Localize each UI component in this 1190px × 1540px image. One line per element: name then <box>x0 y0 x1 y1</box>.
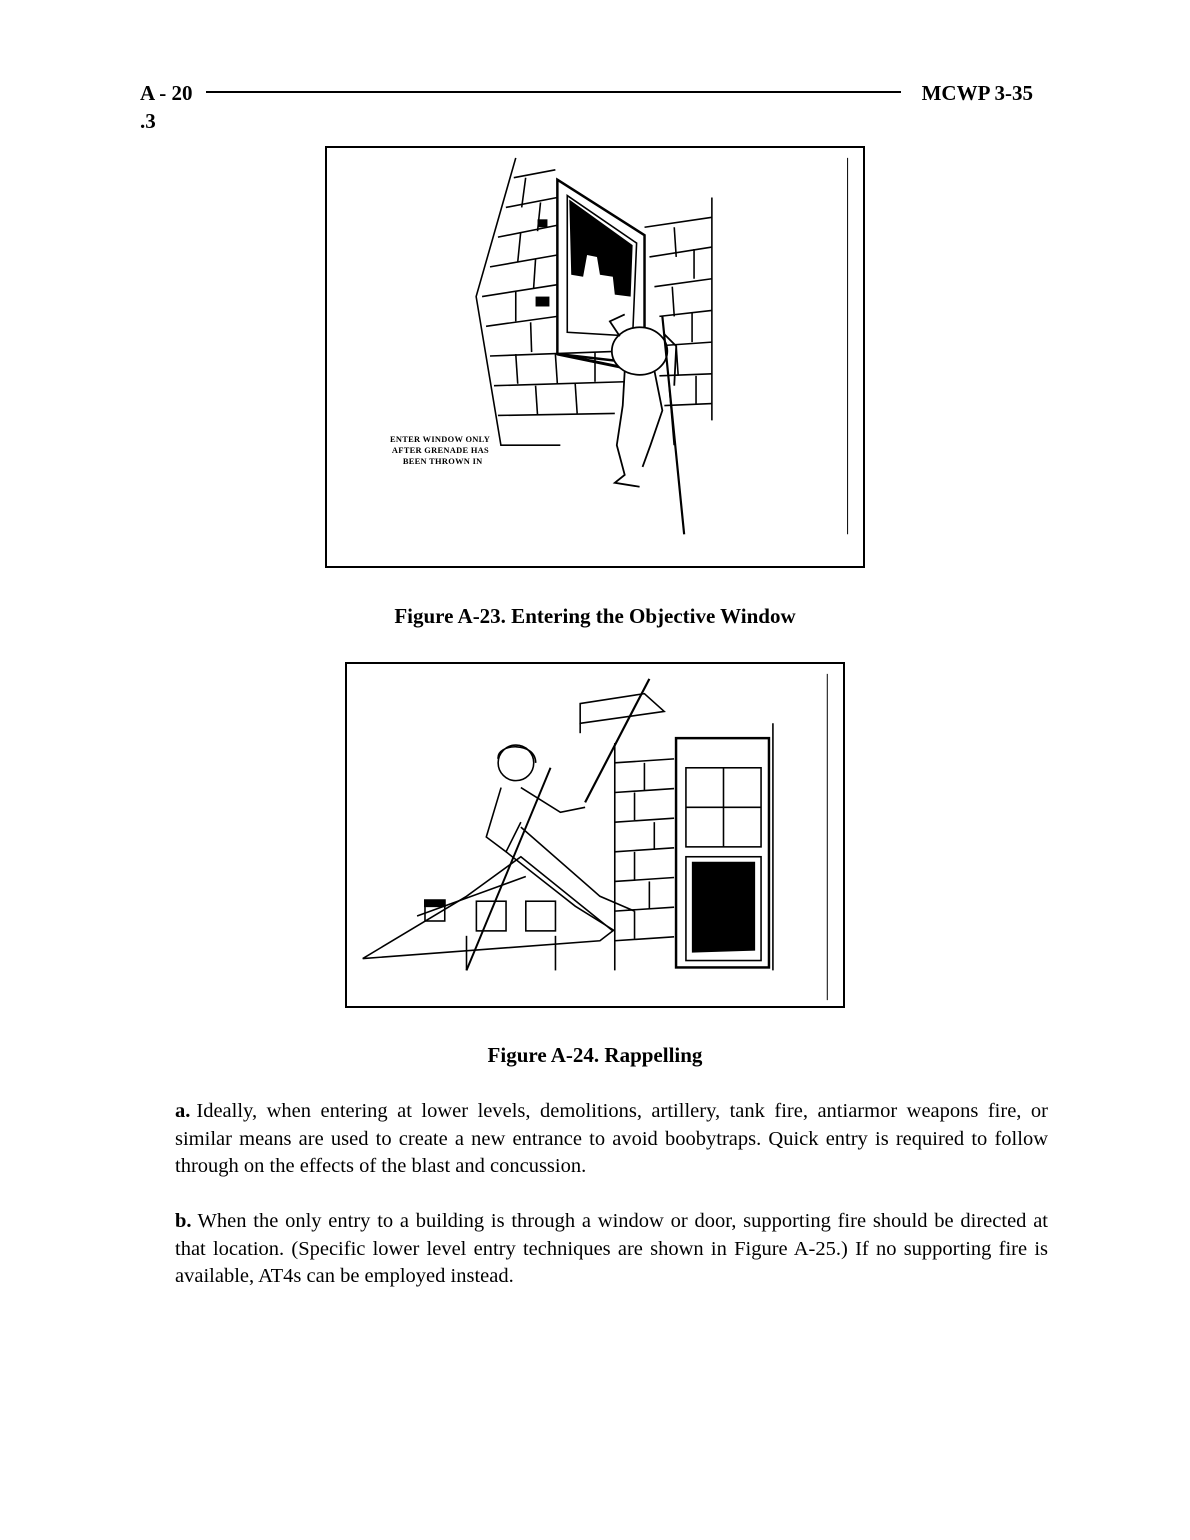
paragraph-a <box>175 1098 1048 1181</box>
paragraph-text: Ideally, when entering at lower levels, demolitions, artillery, tank fire, antiarmor weapons fire, or similar means are used to create a new entrance to avoid boobytraps. Quick entry is required to follow through on the effects of the blast and concussion. <box>175 1100 1048 1177</box>
page-number-suffix: .3 <box>140 109 156 133</box>
rappelling-illustration <box>347 664 843 1006</box>
paragraph-label: b. <box>175 1210 192 1232</box>
figure-note-line-1: ENTER WINDOW ONLY <box>389 435 491 445</box>
paragraph-text: When the only entry to a building is through a window or door, supporting fire should be directed at that location. (Specific lower level entry techniques are shown in Figure A-25.) If no supporting fire is available, AT4s can be employed instead. <box>175 1210 1048 1287</box>
page-number: A - 20 <box>140 81 193 105</box>
window-entry-illustration <box>327 148 863 566</box>
figure-entering-window <box>325 146 865 568</box>
figure-note-line-2: AFTER GRENADE HAS <box>391 446 490 456</box>
figure-note-line-3: BEEN THROWN IN <box>402 456 483 466</box>
header-rule <box>206 91 901 93</box>
figure-rappelling <box>345 662 845 1008</box>
paragraph-label: a. <box>175 1100 191 1122</box>
page-header <box>140 80 1033 106</box>
publication-id: MCWP 3-35 <box>921 81 1033 105</box>
figure-caption: Figure A-24. Rappelling <box>487 1043 703 1067</box>
paragraph-b <box>175 1208 1048 1291</box>
figure-caption: Figure A-23. Entering the Objective Window <box>394 604 796 628</box>
